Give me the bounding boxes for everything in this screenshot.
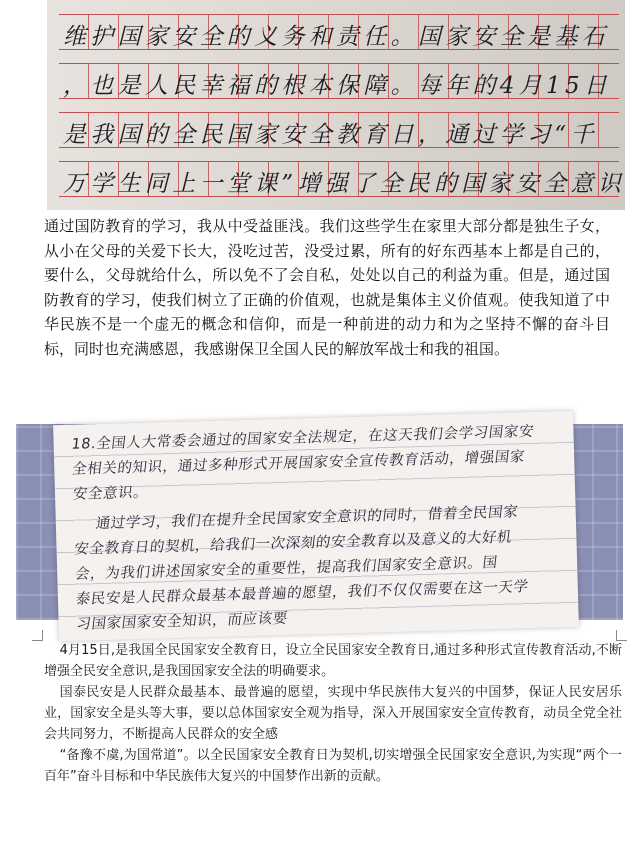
notebook-photo — [16, 423, 623, 633]
notebook-line: 全相关的知识，通过多种形式开展国家安全宣传教育活动，增强国家 — [71, 449, 526, 478]
handwritten-line: 万学生同上一堂课”增强了全民的国家安全意识 — [63, 171, 626, 197]
safety-day-document — [44, 640, 622, 787]
grid-row — [59, 161, 626, 197]
handwritten-line: 维护国家安全的义务和责任。国家安全是基石 — [63, 24, 609, 50]
notebook-line: 习国家国家安全知识，而应该要 — [75, 610, 289, 633]
handwritten-essay-photo — [47, 0, 625, 210]
notebook-line: 泰民安是人民群众最基本最普遍的愿望，我们不仅仅需要在这一天学 — [74, 579, 530, 608]
notebook-sheet — [53, 411, 579, 641]
document-paragraph: 4月15日,是我国全民国家安全教育日，设立全民国家安全教育日,通过多种形式宣传教育活动,不断增强全民安全意识,是我国国家安全法的明确要求。 — [44, 643, 622, 679]
grid-row — [59, 63, 619, 99]
grid-row — [59, 14, 619, 50]
notebook-line: 安全教育日的契机，给我们一次深刻的安全教育以及意义的大好机 — [73, 529, 513, 558]
notebook-line: 通过学习，我们在提升全民国家安全意识的同时，借着全民国家 — [94, 504, 520, 533]
notebook-line: 会，为我们讲述国家安全的重要性，提高我们国家安全意识。国 — [74, 554, 499, 583]
handwritten-line: ，也是人民幸福的根本保障。每年的4月15日 — [63, 73, 612, 99]
grid-row — [59, 112, 619, 148]
document-paragraph: “备豫不虞,为国常道”。以全民国家安全教育日为契机,切实增强全民国家安全意识,为实现“两个一百年”奋斗目标和中华民族伟大复兴的中国梦作出新的贡献。 — [44, 748, 622, 784]
document-paragraph: 国泰民安是人民群众最基本、最普遍的愿望，实现中华民族伟大复兴的中国梦，保证人民安居乐业，国家安全是头等大事，要以总体国家安全观为指导，深入开展国家安全宣传教育，动员全党全社会共同努力，不断提高人民群众的安全感 — [44, 685, 622, 742]
notebook-line: 安全意识。 — [71, 484, 150, 503]
handwritten-line: 是我国的全民国家安全教育日，通过学习“千 — [63, 122, 598, 148]
national-defense-paragraph: 通过国防教育的学习，我从中受益匪浅。我们这些学生在家里大部分都是独生子女，从小在父母的关爱下长大，没吃过苦，没受过累，所有的好东西基本上都是自己的，要什么，父母就给什么，所以免不了会自私，处处以自己的利益为重。但是，通过国防教育的学习，使我们树立了正确的价值观，也就是集体主义价值观。使我知道了中华民族不是一个虚无的概念和信仰，而是一种前进的动力和为之坚持不懈的奋斗目标，同时也充满感恩，我感谢保卫全国人民的解放军战士和我的祖国。 — [44, 217, 610, 358]
page-corner-mark-left — [32, 630, 43, 641]
notebook-line: 18.全国人大常委会通过的国家安全法规定，在这天我们会学习国家安 — [70, 423, 535, 453]
